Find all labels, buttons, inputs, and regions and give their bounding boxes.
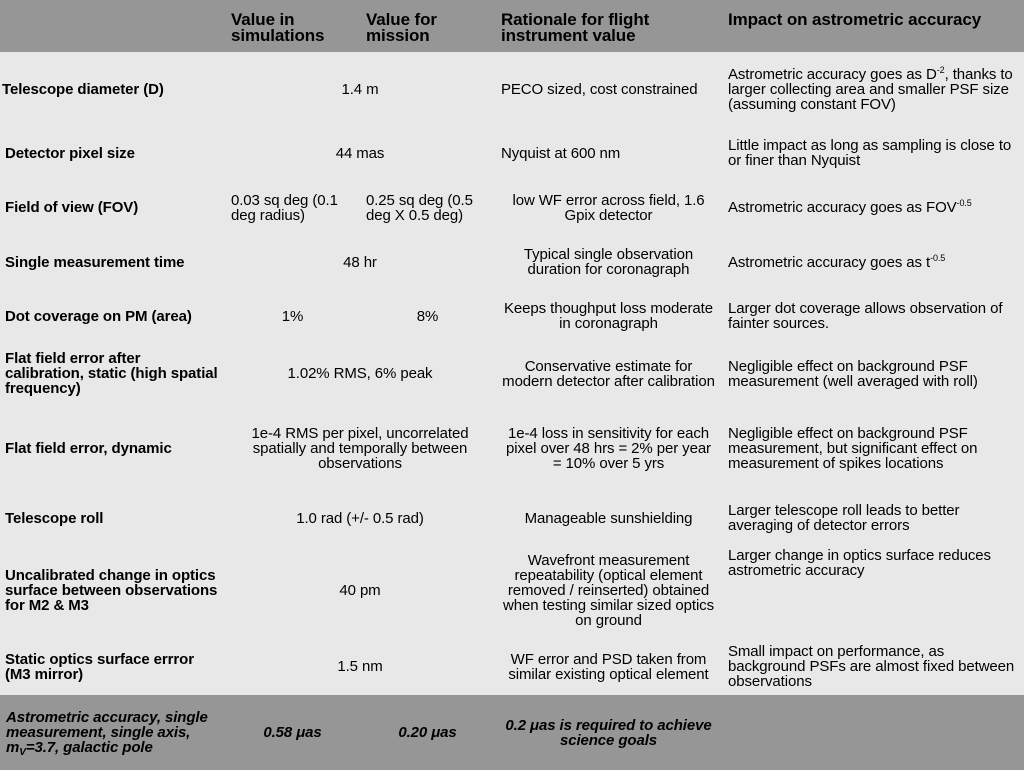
footer-label-text-b: =3.7, galactic pole (25, 739, 153, 756)
row-value-sim-dot-coverage: 1% (281, 307, 304, 325)
impact-exponent: -0.5 (956, 198, 972, 208)
row-impact-flat-field-dynamic: Negligible effect on background PSF measurement, but significant effect on measurement of spikes locations (728, 425, 978, 472)
impact-exponent: -2 (936, 65, 945, 75)
row-rationale-uncalibrated-change: Wavefront measurement repeatability (optical element removed / reinserted) obtained when testing similar sized optics on ground (503, 551, 714, 629)
impact-text-b: , thanks to larger collecting area and smaller PSF size (assuming constant FOV) (728, 66, 1013, 113)
row-label-dot-coverage: Dot coverage on PM (area) (5, 307, 192, 325)
footer-label-subscript: V (19, 747, 26, 758)
row-value-flat-field-static: 1.02% RMS, 6% peak (287, 365, 433, 382)
row-rationale-dot-coverage: Keeps thoughput loss moderate in coronagraph (504, 300, 713, 332)
impact-exponent: -0.5 (930, 252, 946, 263)
header-blank (0, 0, 225, 52)
header-impact: Impact on astrometric accuracy (722, 0, 1024, 52)
impact-text-a: Astrometric accuracy goes as D (728, 66, 937, 83)
row-impact-detector-pixel-size: Little impact as long as sampling is close to or finer than Nyquist (728, 137, 1012, 169)
row-label-telescope-roll: Telescope roll (5, 509, 104, 527)
row-impact-field-of-view (722, 179, 1024, 236)
row-value-telescope-diameter: 1.4 m (341, 81, 379, 98)
row-label-detector-pixel-size: Detector pixel size (5, 144, 135, 162)
footer-label-text-a: Astrometric accuracy, single measurement, single axis, m (6, 709, 208, 756)
row-label-static-optics-error: Static optics surface errror (M3 mirror) (5, 650, 194, 683)
footer-value-sim: 0.58 μas (225, 695, 360, 770)
row-rationale-detector-pixel-size: Nyquist at 600 nm (501, 144, 621, 162)
row-impact-telescope-diameter (722, 52, 1024, 127)
row-value-uncalibrated-change: 40 pm (339, 581, 381, 599)
row-value-detector-pixel-size: 44 mas (335, 144, 385, 162)
row-rationale-flat-field-dynamic: 1e-4 loss in sensitivity for each pixel over 48 hrs = 2% per year = 10% over 5 yrs (506, 425, 711, 472)
row-value-mission-field-of-view: 0.25 sq deg (0.5 deg X 0.5 deg) (366, 191, 473, 224)
row-value-static-optics-error: 1.5 nm (337, 658, 383, 675)
row-label-telescope-diameter: Telescope diameter (D) (2, 81, 164, 98)
footer-impact (722, 695, 1024, 770)
header-value-for-mission: Value for mission (360, 0, 495, 52)
row-value-sim-field-of-view: 0.03 sq deg (0.1 deg radius) (231, 191, 338, 224)
row-rationale-single-measurement-time: Typical single observation duration for coronagraph (523, 246, 694, 278)
row-impact-static-optics-error: Small impact on performance, as background PSFs are almost fixed between observations (728, 643, 1015, 690)
row-value-flat-field-dynamic: 1e-4 RMS per pixel, uncorrelated spatially and temporally between observations (251, 425, 469, 472)
row-rationale-field-of-view: low WF error across field, 1.6 Gpix detector (512, 191, 705, 224)
header-value-in-simulations: Value in simulations (225, 0, 360, 52)
impact-text-a: Astrometric accuracy goes as t (728, 253, 931, 271)
footer-value-mission: 0.20 μas (360, 695, 495, 770)
row-rationale-telescope-diameter: PECO sized, cost constrained (501, 81, 698, 98)
row-rationale-flat-field-static: Conservative estimate for modern detector after calibration (502, 357, 715, 390)
row-impact-telescope-roll: Larger telescope roll leads to better averaging of detector errors (728, 502, 960, 534)
row-impact-single-measurement-time (722, 236, 1024, 288)
row-label-single-measurement-time: Single measurement time (5, 253, 185, 271)
row-impact-dot-coverage: Larger dot coverage allows observation of fainter sources. (728, 300, 1003, 332)
row-value-telescope-roll: 1.0 rad (+/- 0.5 rad) (296, 509, 424, 527)
row-value-single-measurement-time: 48 hr (343, 253, 377, 271)
footer-label-astrometric-accuracy (0, 695, 225, 770)
row-label-flat-field-static: Flat field error after calibration, static (high spatial frequency) (5, 350, 218, 397)
row-label-uncalibrated-change: Uncalibrated change in optics surface between observations for M2 & M3 (5, 566, 218, 614)
row-value-mission-dot-coverage: 8% (416, 307, 439, 325)
row-impact-uncalibrated-change: Larger change in optics surface reduces astrometric accuracy (728, 547, 991, 579)
header-rationale: Rationale for flight instrument value (495, 0, 722, 52)
row-label-flat-field-dynamic: Flat field error, dynamic (5, 440, 172, 457)
row-rationale-static-optics-error: WF error and PSD taken from similar existing optical element (508, 650, 709, 683)
impact-text-a: Astrometric accuracy goes as FOV (728, 199, 957, 216)
row-label-field-of-view: Field of view (FOV) (5, 199, 139, 216)
row-impact-flat-field-static: Negligible effect on background PSF measurement (well averaged with roll) (728, 357, 978, 390)
row-rationale-telescope-roll: Manageable sunshielding (524, 509, 693, 527)
footer-rationale: 0.2 μas is required to achieve science goals (495, 695, 722, 770)
